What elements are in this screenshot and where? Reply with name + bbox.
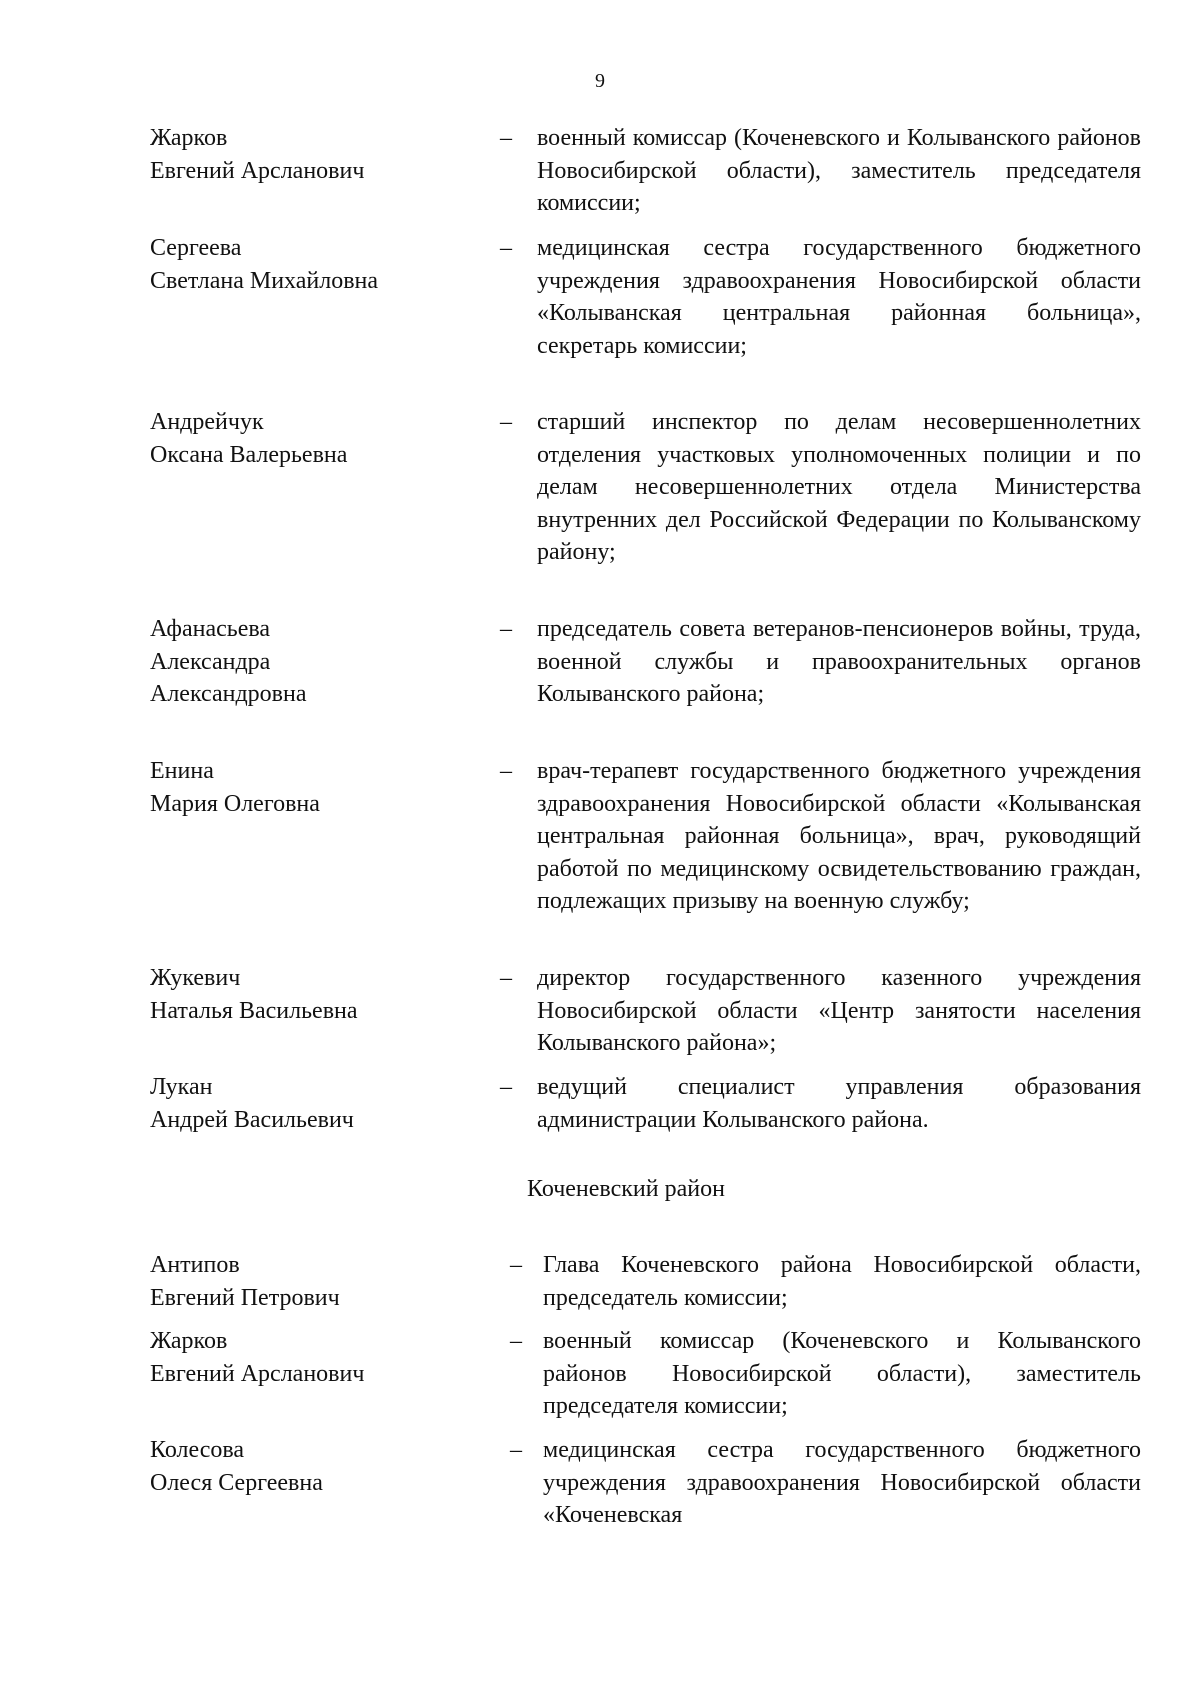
dash-separator: – <box>500 125 512 151</box>
section-heading: Коченевский район <box>527 1176 725 1202</box>
member-name <box>150 232 490 297</box>
member-given-names: Андрей Васильевич <box>150 1106 354 1133</box>
member-position: директор государственного казенного учреждения Новосибирской области «Центр занятости населения Колыванского района»; <box>537 965 1141 1056</box>
member-surname: Андрейчук <box>150 409 264 435</box>
member-given-names: Евгений Арсланович <box>150 1360 365 1387</box>
member-given-names: Светлана Михайловна <box>150 267 379 294</box>
member-name <box>150 613 490 711</box>
dash-separator: – <box>500 616 512 642</box>
member-surname: Антипов <box>150 1252 240 1278</box>
member-given-names: Олеся Сергеевна <box>150 1469 323 1496</box>
member-surname: Сергеева <box>150 235 242 261</box>
member-position: военный комиссар (Коченевского и Колыванского районов Новосибирской области), заместитель председателя комиссии; <box>543 1328 1141 1419</box>
member-name <box>150 755 490 820</box>
dash-separator: – <box>500 758 512 784</box>
member-given-names: Евгений Арсланович <box>150 157 365 184</box>
member-position: Глава Коченевского района Новосибирской области, председатель комиссии; <box>543 1252 1141 1311</box>
member-name <box>150 406 490 471</box>
member-name <box>150 122 490 187</box>
member-surname: Лукан <box>150 1074 213 1100</box>
member-name <box>150 1249 490 1314</box>
member-position: медицинская сестра государственного бюджетного учреждения здравоохранения Новосибирской области «Коченевская <box>543 1437 1141 1528</box>
dash-separator: – <box>500 235 512 261</box>
member-position: медицинская сестра государственного бюджетного учреждения здравоохранения Новосибирской области «Колыванская центральная районная больница», секретарь комиссии; <box>537 235 1141 359</box>
dash-separator: – <box>510 1252 522 1278</box>
dash-separator: – <box>500 965 512 991</box>
member-position: военный комиссар (Коченевского и Колыванского районов Новосибирской области), заместитель председателя комиссии; <box>537 125 1141 216</box>
member-given-names: Евгений Петрович <box>150 1284 340 1311</box>
member-given-names: Александровна <box>150 681 307 707</box>
member-position: старший инспектор по делам несовершеннолетних отделения участковых уполномоченных полиции и по делам несовершеннолетних отдела Министерства внутренних дел Российской Федерации по Колыванскому району; <box>537 409 1141 565</box>
member-name <box>150 1071 490 1136</box>
member-given-names: Александра <box>150 648 271 675</box>
member-given-names: Мария Олеговна <box>150 790 320 817</box>
member-surname: Афанасьева <box>150 616 271 642</box>
page-number: 9 <box>595 70 605 92</box>
member-surname: Енина <box>150 758 214 784</box>
member-surname: Жарков <box>150 125 228 151</box>
member-name <box>150 1325 490 1390</box>
member-name <box>150 1434 490 1499</box>
member-given-names: Оксана Валерьевна <box>150 441 348 468</box>
member-name <box>150 962 490 1027</box>
member-position: председатель совета ветеранов-пенсионеров войны, труда, военной службы и правоохранительных органов Колыванского района; <box>537 616 1141 707</box>
member-given-names: Наталья Васильевна <box>150 997 358 1024</box>
member-surname: Жарков <box>150 1328 228 1354</box>
member-position: ведущий специалист управления образования администрации Колыванского района. <box>537 1074 1141 1133</box>
dash-separator: – <box>510 1328 522 1354</box>
member-position: врач-терапевт государственного бюджетного учреждения здравоохранения Новосибирской области «Колыванская центральная районная больница», врач, руководящий работой по медицинскому освидетельствованию граждан, подлежащих призыву на военную службу; <box>537 758 1141 914</box>
member-surname: Жукевич <box>150 965 241 991</box>
dash-separator: – <box>500 409 512 435</box>
member-surname: Колесова <box>150 1437 245 1463</box>
dash-separator: – <box>500 1074 512 1100</box>
dash-separator: – <box>510 1437 522 1463</box>
